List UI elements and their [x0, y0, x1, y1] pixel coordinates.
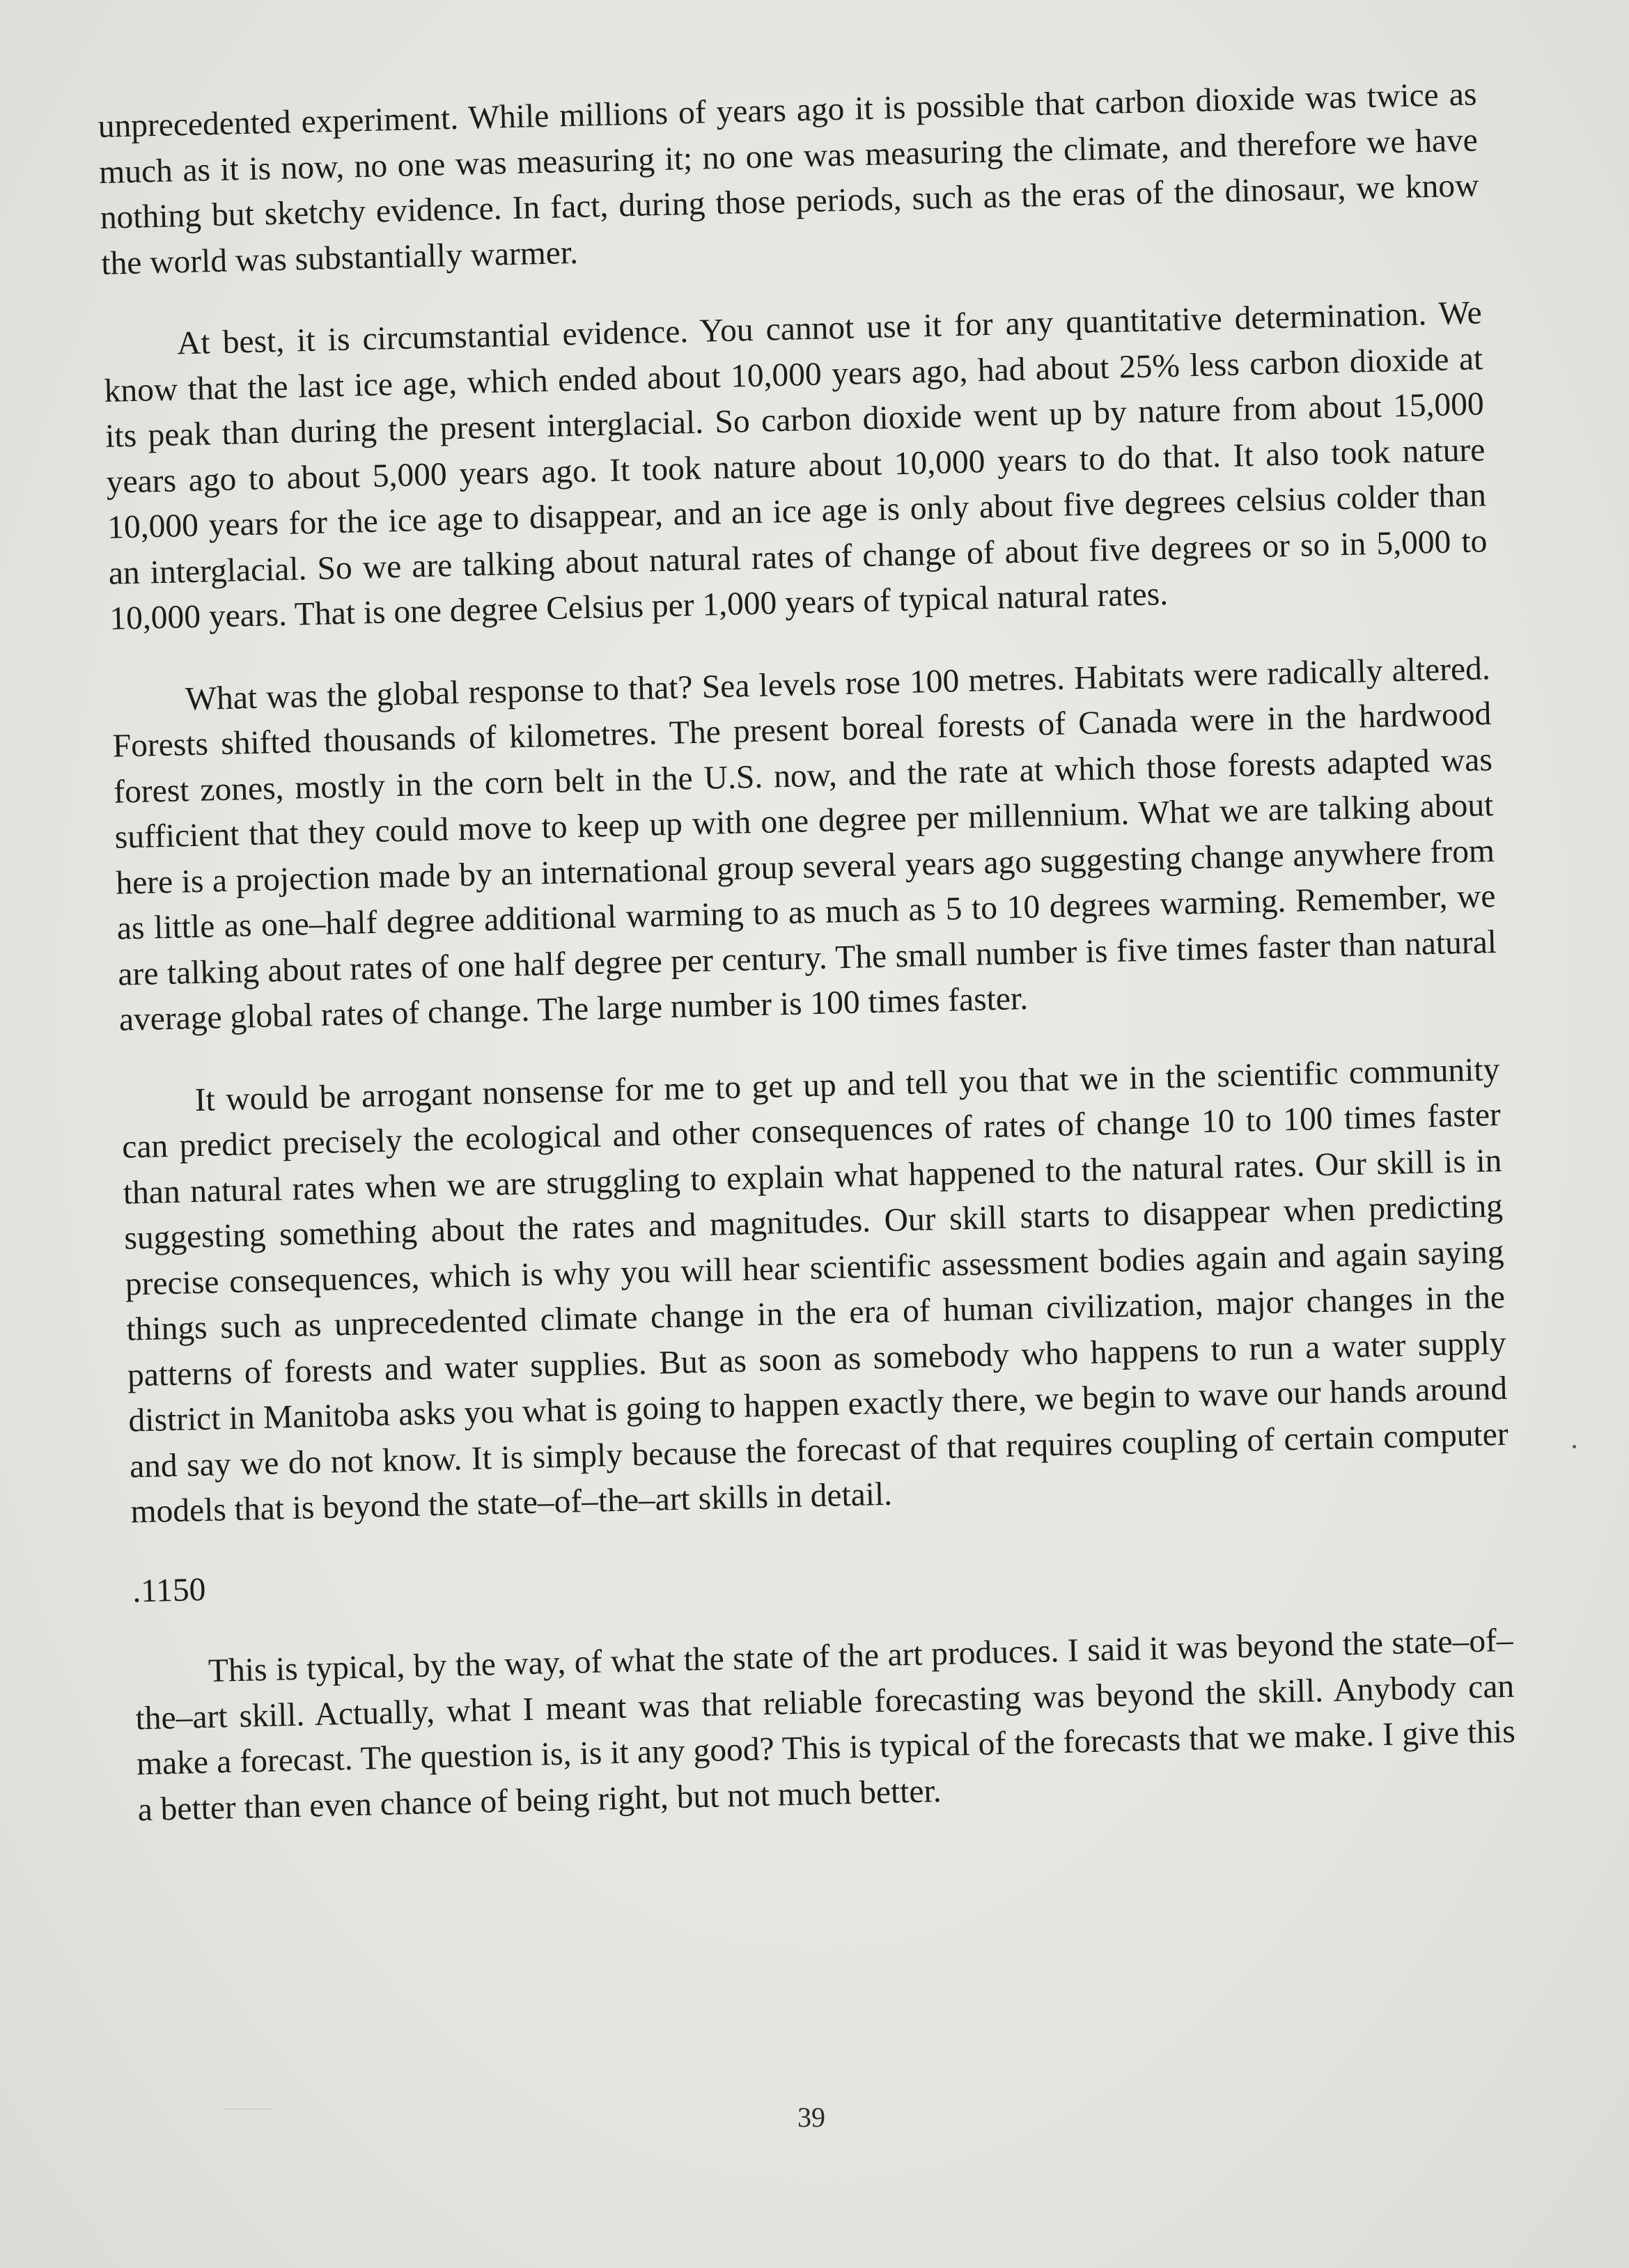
paragraph-2: At best, it is circumstantial evidence. You cannot use it for any quantitative determination. We know that the last ice age, which ended about 10,000 years ago, had about 25% less carbon dioxide at its peak than during the present interglacial. So carbon dioxide went up by nature from about 15,000 years ago to about 5,000 years ago. It took nature about 10,000 years to do that. It also took nature 10,000 years for the ice age to disappear, and an ice age is only about five degrees celsius colder than an interglacial. So we are talking about natural rates of change of about five degrees or so in 5,000 to 10,000 years. That is one degree Celsius per 1,000 years of typical natural rates. — [104, 295, 1488, 637]
page-number: 39 — [797, 2102, 825, 2133]
page-scratch-mark — [223, 2109, 272, 2110]
paragraph-3: What was the global response to that? Sea levels rose 100 metres. Habitats were radically altered. Forests shifted thousands of kilometres. The present boreal forests of Canada were in the hardwood forest zones, mostly in the corn belt in the U.S. now, and the rate at which those forests adapted was sufficient that they could move to keep up with one degree per millennium. What we are talking about here is a projection made by an international group several years ago suggesting change anywhere from as little as one–half degree additional warming to as much as 5 to 10 degrees warming. Remember, we are talking about rates of one half degree per century. The small number is five times faster than natural average global rates of change. The large number is 100 times faster. — [112, 650, 1497, 1038]
page-speck — [1573, 1445, 1576, 1448]
paragraph-1: unprecedented experiment. While millions of years ago it is possible that carbon dioxide was twice as much as it is now, no one was measuring it; no one was measuring the climate, and therefore we have nothing but sketchy evidence. In fact, during those periods, such as the eras of the dinosaur, we know the world was substantially warmer. — [98, 76, 1479, 282]
paragraph-4: It would be arrogant nonsense for me to get up and tell you that we in the scientific community can predict precisely the ecological and other consequences of rates of change 10 to 100 times faster than natural rates when we are struggling to explain what happened to the natural rates. Our skill is in suggesting something about the rates and magnitudes. Our skill starts to disappear when predicting precise consequences, which is why you will hear scientific assessment bodies again and again saying things such as unprecedented climate change in the era of human civilization, major changes in the patterns of forests and water supplies. But as soon as somebody who happens to run a water supply district in Manitoba asks you what is going to happen exactly there, we begin to wave our hands around and say we do not know. It is simply because the forecast of that requires coupling of certain computer models that is beyond the state–of–the–art skills in detail. — [121, 1051, 1509, 1531]
time-marker: .1150 — [132, 1571, 207, 1609]
body-text — [98, 72, 1517, 1833]
paragraph-5: This is typical, by the way, of what the state of the art produces. I said it was beyond the state–of–the–art skill. Actually, what I meant was that reliable forecasting was beyond the skill. Anybody can make a forecast. The question is, is it any good? This is typical of the forecasts that we make. I give this a better than even chance of being right, but not much better. — [135, 1622, 1516, 1828]
